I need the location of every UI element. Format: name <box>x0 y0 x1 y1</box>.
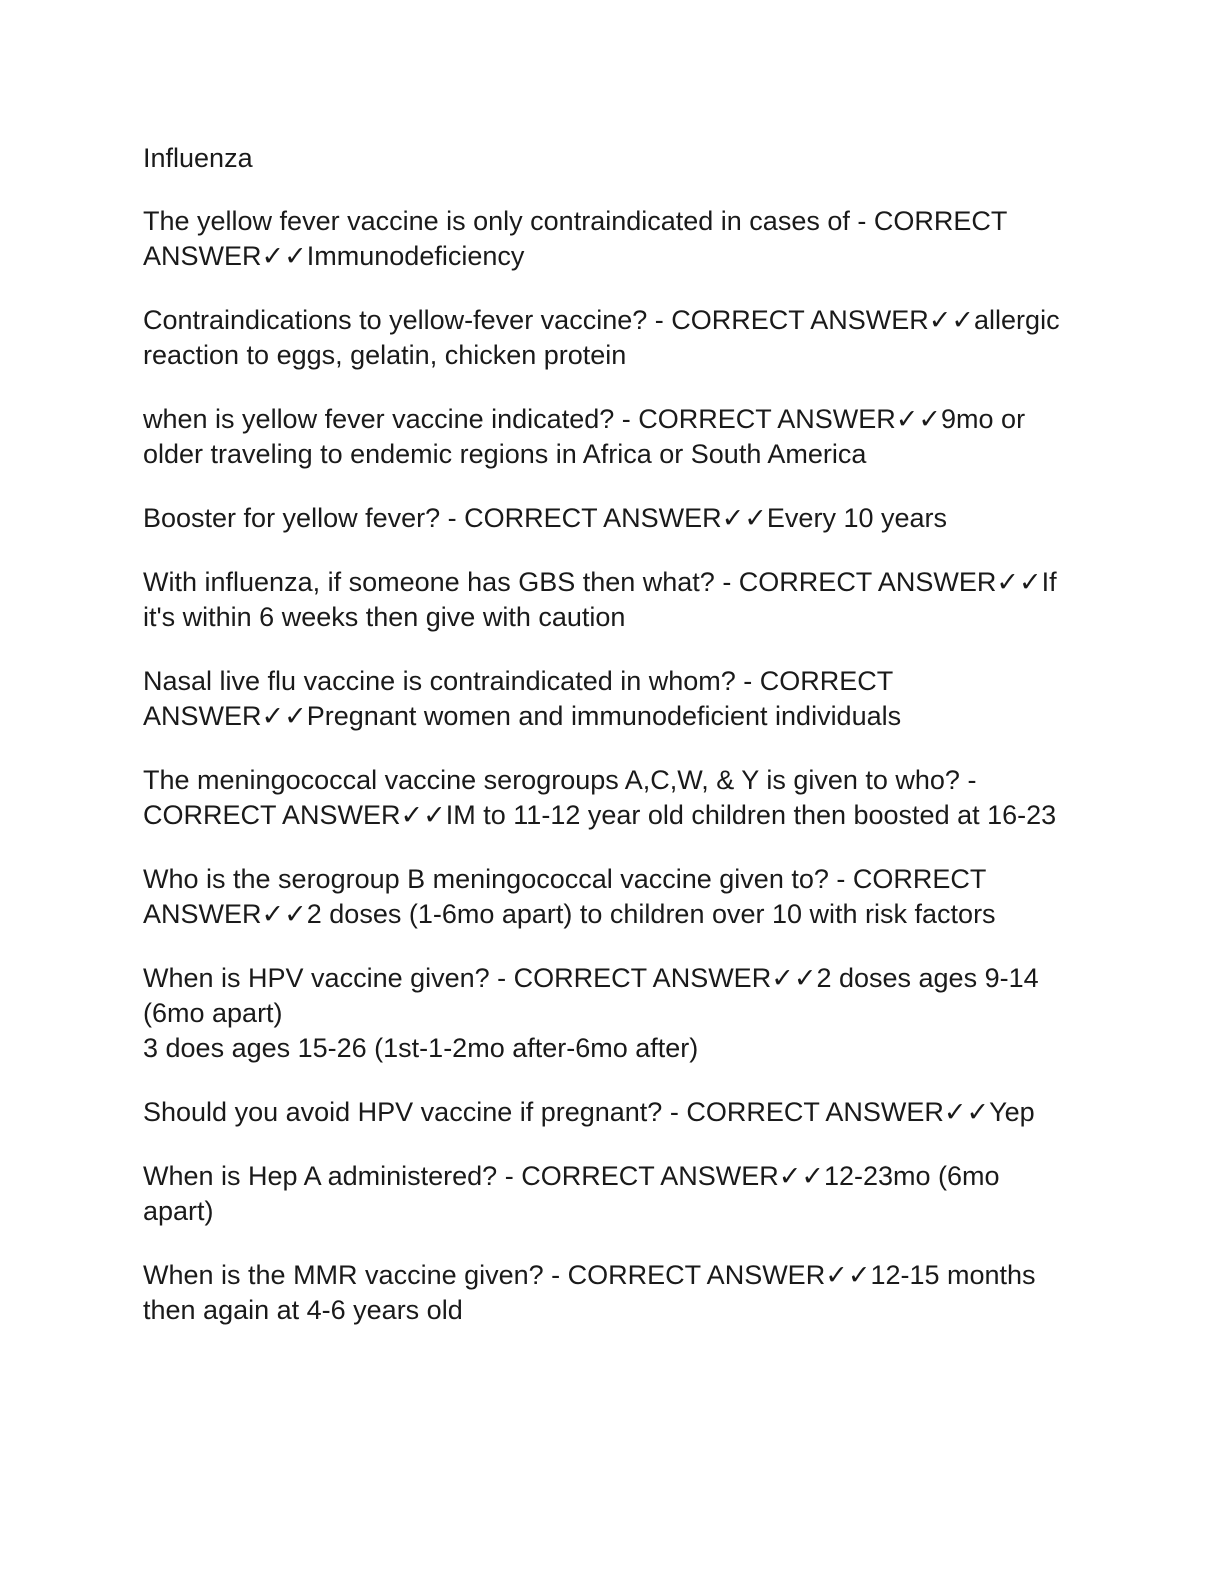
answer-label: - CORRECT ANSWER <box>614 404 896 434</box>
check-marks-icon: ✓✓ <box>943 1097 990 1127</box>
qa-item <box>143 303 1073 373</box>
answer-label: - CORRECT ANSWER <box>543 1260 826 1290</box>
answer-label: - CORRECT ANSWER <box>647 305 929 335</box>
qa-item <box>143 763 1073 833</box>
answer-text: Pregnant women and immunodeficient individuals <box>306 701 902 731</box>
answer-text: 2 doses ages 9-14 (6mo apart) 3 does ages 15-26 (1st-1-2mo after-6mo after) <box>143 963 1039 1063</box>
question-text: Should you avoid HPV vaccine if pregnant? <box>143 1097 663 1127</box>
question-text: Contraindications to yellow-fever vaccine? <box>143 305 648 335</box>
question-text: The yellow fever vaccine is only contraindicated in cases of <box>143 206 850 236</box>
answer-text: 12-23mo (6mo apart) <box>143 1161 1000 1226</box>
qa-item <box>143 204 1073 274</box>
answer-text: If it's within 6 weeks then give with caution <box>143 567 1057 632</box>
answer-text: IM to 11-12 year old children then boosted at 16-23 <box>445 800 1057 830</box>
question-text: Nasal live flu vaccine is contraindicated in whom? <box>143 666 736 696</box>
question-text: When is the MMR vaccine given? <box>143 1260 544 1290</box>
qa-item <box>143 1095 1073 1130</box>
answer-label: - CORRECT ANSWER <box>489 963 772 993</box>
question-text: When is Hep A administered? <box>143 1161 498 1191</box>
check-marks-icon: ✓✓ <box>261 899 307 929</box>
check-marks-icon: ✓✓ <box>895 404 942 434</box>
check-marks-icon: ✓✓ <box>996 567 1042 597</box>
answer-text: allergic reaction to eggs, gelatin, chicken protein <box>143 305 1060 370</box>
question-text: when is yellow fever vaccine indicated? <box>143 404 615 434</box>
answer-label: - CORRECT ANSWER <box>497 1161 779 1191</box>
qa-item <box>143 961 1073 1066</box>
qa-item <box>143 501 1073 536</box>
answer-text: 9mo or older traveling to endemic regions in Africa or South America <box>143 404 1026 469</box>
qa-item <box>143 862 1073 932</box>
check-marks-icon: ✓✓ <box>721 503 767 533</box>
check-marks-icon: ✓✓ <box>400 800 446 830</box>
question-text: The meningococcal vaccine serogroups A,C,W, & Y is given to who? <box>143 765 960 795</box>
answer-label: - CORRECT ANSWER <box>143 206 1007 271</box>
qa-item <box>143 1159 1073 1229</box>
check-marks-icon: ✓✓ <box>261 701 307 731</box>
qa-item <box>143 402 1073 472</box>
answer-text: Immunodeficiency <box>306 241 525 271</box>
check-marks-icon: ✓✓ <box>825 1260 871 1290</box>
question-text: With influenza, if someone has GBS then what? <box>143 567 715 597</box>
question-text: Booster for yellow fever? <box>143 503 441 533</box>
answer-text: Yep <box>989 1097 1035 1127</box>
answer-label: - CORRECT ANSWER <box>143 666 893 731</box>
answer-text: 12-15 months then again at 4-6 years old <box>143 1260 1036 1325</box>
qa-item <box>143 1258 1073 1328</box>
check-marks-icon: ✓✓ <box>778 1161 824 1191</box>
question-text: Who is the serogroup B meningococcal vaccine given to? <box>143 864 829 894</box>
check-marks-icon: ✓✓ <box>771 963 817 993</box>
answer-text: 2 doses (1-6mo apart) to children over 10 with risk factors <box>306 899 996 929</box>
qa-item <box>143 565 1073 635</box>
check-marks-icon: ✓✓ <box>928 305 975 335</box>
answer-label: - CORRECT ANSWER <box>662 1097 944 1127</box>
qa-item <box>143 664 1073 734</box>
answer-label: - CORRECT ANSWER <box>714 567 997 597</box>
answer-label: - CORRECT ANSWER <box>440 503 722 533</box>
question-text: When is HPV vaccine given? <box>143 963 490 993</box>
document-page <box>143 140 1073 1357</box>
document-title: Influenza <box>143 143 253 173</box>
answer-label: - CORRECT ANSWER <box>143 765 977 830</box>
answer-text: Every 10 years <box>766 503 947 533</box>
answer-label: - CORRECT ANSWER <box>143 864 986 929</box>
check-marks-icon: ✓✓ <box>261 241 307 271</box>
